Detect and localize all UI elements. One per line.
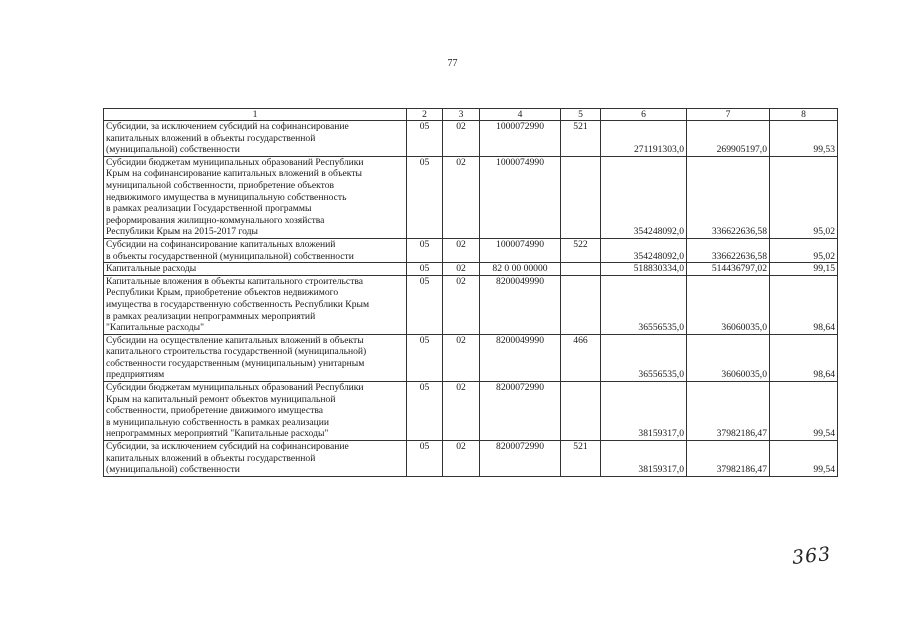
expense-type-code: [561, 156, 601, 238]
section-code: 05: [407, 275, 443, 334]
table-row: [104, 121, 838, 157]
header-cell: 5: [561, 109, 601, 121]
planned-amount: 38159317,0: [601, 382, 687, 441]
row-name: Капитальные вложения в объекты капитального строительства Республики Крым, приобретение объектов недвижимого имущества в государственную собственность Республики Крым в рамках реализации непрограммных мероприятий "Капитальные расходы": [104, 275, 407, 334]
header-cell: 8: [770, 109, 838, 121]
planned-amount: 36556535,0: [601, 334, 687, 381]
expense-type-code: 521: [561, 441, 601, 477]
section-code: 05: [407, 156, 443, 238]
table-row: [104, 238, 838, 262]
expense-type-code: [561, 275, 601, 334]
row-name: Субсидии на осуществление капитальных вложений в объекты капитального строительства государственной (муниципальной) собственности государственным (муниципальным) унитарным предприятиям: [104, 334, 407, 381]
table-header-row: [104, 109, 838, 121]
target-article-code: 1000072990: [480, 121, 561, 157]
subsection-code: 02: [443, 156, 480, 238]
executed-amount: 36060035,0: [687, 275, 770, 334]
subsection-code: 02: [443, 382, 480, 441]
table-row: [104, 263, 838, 276]
expense-type-code: 521: [561, 121, 601, 157]
executed-amount: 37982186,47: [687, 441, 770, 477]
target-article-code: 1000074990: [480, 238, 561, 262]
executed-amount: 514436797,02: [687, 263, 770, 276]
expense-type-code: [561, 263, 601, 276]
budget-table: [103, 108, 838, 477]
header-cell: 1: [104, 109, 407, 121]
execution-percent: 99,54: [770, 441, 838, 477]
planned-amount: 271191303,0: [601, 121, 687, 157]
section-code: 05: [407, 121, 443, 157]
header-cell: 3: [443, 109, 480, 121]
section-code: 05: [407, 334, 443, 381]
subsection-code: 02: [443, 121, 480, 157]
planned-amount: 354248092,0: [601, 156, 687, 238]
section-code: 05: [407, 263, 443, 276]
section-code: 05: [407, 238, 443, 262]
planned-amount: 354248092,0: [601, 238, 687, 262]
expense-type-code: 522: [561, 238, 601, 262]
row-name: Субсидии, за исключением субсидий на софинансирование капитальных вложений в объекты государственной (муниципальной) собственности: [104, 121, 407, 157]
execution-percent: 99,15: [770, 263, 838, 276]
executed-amount: 336622636,58: [687, 156, 770, 238]
execution-percent: 95,02: [770, 238, 838, 262]
section-code: 05: [407, 441, 443, 477]
header-cell: 6: [601, 109, 687, 121]
subsection-code: 02: [443, 238, 480, 262]
target-article-code: 1000074990: [480, 156, 561, 238]
row-name: Субсидии бюджетам муниципальных образований Республики Крым на капитальный ремонт объектов муниципальной собственности, приобретение движимого имущества в муниципальную собственность в рамках реализации непрограммных мероприятий "Капитальные расходы": [104, 382, 407, 441]
execution-percent: 99,54: [770, 382, 838, 441]
header-cell: 2: [407, 109, 443, 121]
target-article-code: 8200049990: [480, 275, 561, 334]
executed-amount: 336622636,58: [687, 238, 770, 262]
planned-amount: 38159317,0: [601, 441, 687, 477]
subsection-code: 02: [443, 275, 480, 334]
page-number: 77: [447, 58, 458, 69]
table-row: [104, 441, 838, 477]
expense-type-code: [561, 382, 601, 441]
executed-amount: 37982186,47: [687, 382, 770, 441]
planned-amount: 518830334,0: [601, 263, 687, 276]
target-article-code: 8200072990: [480, 441, 561, 477]
executed-amount: 36060035,0: [687, 334, 770, 381]
target-article-code: 8200072990: [480, 382, 561, 441]
row-name: Субсидии, за исключением субсидий на софинансирование капитальных вложений в объекты государственной (муниципальной) собственности: [104, 441, 407, 477]
header-cell: 4: [480, 109, 561, 121]
row-name: Субсидии на софинансирование капитальных вложений в объекты государственной (муниципальной) собственности: [104, 238, 407, 262]
table-row: [104, 334, 838, 381]
handwritten-page-number: 363: [790, 543, 833, 569]
execution-percent: 95,02: [770, 156, 838, 238]
expense-type-code: 466: [561, 334, 601, 381]
target-article-code: 82 0 00 00000: [480, 263, 561, 276]
execution-percent: 98,64: [770, 275, 838, 334]
table-row: [104, 382, 838, 441]
execution-percent: 98,64: [770, 334, 838, 381]
target-article-code: 8200049990: [480, 334, 561, 381]
header-cell: 7: [687, 109, 770, 121]
subsection-code: 02: [443, 334, 480, 381]
table-row: [104, 156, 838, 238]
subsection-code: 02: [443, 441, 480, 477]
planned-amount: 36556535,0: [601, 275, 687, 334]
table-row: [104, 275, 838, 334]
section-code: 05: [407, 382, 443, 441]
execution-percent: 99,53: [770, 121, 838, 157]
row-name: Субсидии бюджетам муниципальных образований Республики Крым на софинансирование капитальных вложений в объекты муниципальной собственности, приобретение объектов недвижимого имущества в муниципальную собственность в рамках реализации Государственной программы реформирования жилищно-коммунального хозяйства Республики Крым на 2015-2017 годы: [104, 156, 407, 238]
executed-amount: 269905197,0: [687, 121, 770, 157]
subsection-code: 02: [443, 263, 480, 276]
row-name: Капитальные расходы: [104, 263, 407, 276]
